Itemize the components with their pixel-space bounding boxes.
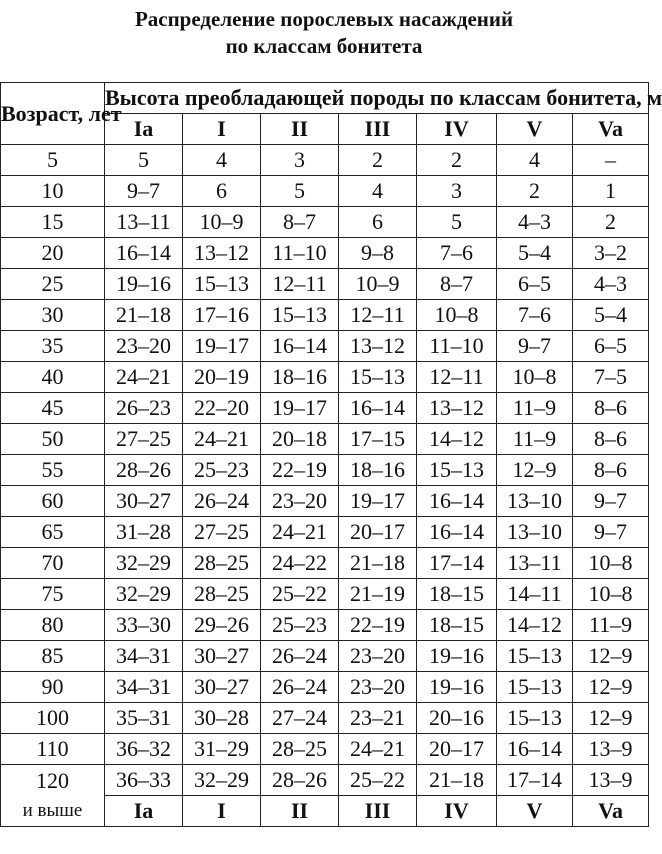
height-cell: 3–2 bbox=[573, 238, 649, 269]
height-cell: 12–9 bbox=[497, 455, 573, 486]
height-cell: 23–21 bbox=[339, 703, 417, 734]
height-cell: 1 bbox=[573, 176, 649, 207]
height-cell: 6 bbox=[183, 176, 261, 207]
height-cell: 17–16 bbox=[183, 300, 261, 331]
height-cell: 24–21 bbox=[339, 734, 417, 765]
height-cell: 9–7 bbox=[497, 331, 573, 362]
age-cell: 75 bbox=[1, 579, 105, 610]
table-row bbox=[1, 641, 649, 672]
height-cell: 36–32 bbox=[105, 734, 183, 765]
height-cell: 13–12 bbox=[339, 331, 417, 362]
bonitet-table bbox=[0, 82, 662, 827]
height-cell: 8–6 bbox=[573, 393, 649, 424]
height-cell: 12–9 bbox=[573, 641, 649, 672]
height-cell: 16–14 bbox=[497, 734, 573, 765]
age-cell: 70 bbox=[1, 548, 105, 579]
class-footer-4: IV bbox=[417, 796, 497, 827]
table-row bbox=[1, 610, 649, 641]
height-cell: 23–20 bbox=[261, 486, 339, 517]
height-cell: 10–8 bbox=[573, 548, 649, 579]
height-cell: 15–13 bbox=[497, 672, 573, 703]
header-row-1 bbox=[1, 83, 649, 114]
height-cell: 10–9 bbox=[339, 269, 417, 300]
age-cell: 30 bbox=[1, 300, 105, 331]
height-cell: 9–7 bbox=[105, 176, 183, 207]
height-cell: 11–9 bbox=[497, 424, 573, 455]
age-cell: 90 bbox=[1, 672, 105, 703]
table-row bbox=[1, 424, 649, 455]
height-cell: 28–25 bbox=[183, 548, 261, 579]
class-header-0: Ia bbox=[105, 114, 183, 145]
height-cell: 25–23 bbox=[261, 610, 339, 641]
height-cell: 28–26 bbox=[105, 455, 183, 486]
table-body bbox=[1, 145, 649, 827]
height-cell: 20–16 bbox=[417, 703, 497, 734]
age-cell: 45 bbox=[1, 393, 105, 424]
height-cell: 33–30 bbox=[105, 610, 183, 641]
height-cell: 10–9 bbox=[183, 207, 261, 238]
height-cell: 26–24 bbox=[261, 672, 339, 703]
height-cell: 27–25 bbox=[105, 424, 183, 455]
height-cell: 16–14 bbox=[261, 331, 339, 362]
height-cell: 31–29 bbox=[183, 734, 261, 765]
height-cell: 9–8 bbox=[339, 238, 417, 269]
height-cell: 20–19 bbox=[183, 362, 261, 393]
height-cell: 4–3 bbox=[497, 207, 573, 238]
height-cell: 11–9 bbox=[497, 393, 573, 424]
age-cell-last bbox=[1, 765, 105, 827]
height-cell: 12–11 bbox=[261, 269, 339, 300]
height-cell: 9–7 bbox=[573, 517, 649, 548]
table-row bbox=[1, 362, 649, 393]
height-cell: 5 bbox=[105, 145, 183, 176]
height-cell: 16–14 bbox=[339, 393, 417, 424]
height-cell: 17–15 bbox=[339, 424, 417, 455]
title-line-1: Распределение порослевых насаждений bbox=[134, 7, 514, 31]
class-header-5: V bbox=[497, 114, 573, 145]
height-cell: 18–16 bbox=[339, 455, 417, 486]
height-cell: 25–22 bbox=[339, 765, 417, 796]
height-cell: 19–17 bbox=[261, 393, 339, 424]
height-cell: 8–7 bbox=[261, 207, 339, 238]
height-cell: 15–13 bbox=[339, 362, 417, 393]
height-cell: 18–15 bbox=[417, 579, 497, 610]
height-cell: 35–31 bbox=[105, 703, 183, 734]
height-cell: 13–10 bbox=[497, 486, 573, 517]
height-cell: 23–20 bbox=[339, 672, 417, 703]
height-cell: 2 bbox=[417, 145, 497, 176]
height-group-header: Высота преобладающей породы по классам бонитета, м bbox=[105, 83, 649, 114]
height-cell: 12–9 bbox=[573, 703, 649, 734]
height-cell: 23–20 bbox=[105, 331, 183, 362]
height-cell: 10–8 bbox=[573, 579, 649, 610]
height-cell: 11–10 bbox=[261, 238, 339, 269]
height-cell: 13–11 bbox=[497, 548, 573, 579]
height-cell: 19–16 bbox=[417, 672, 497, 703]
height-cell: 21–19 bbox=[339, 579, 417, 610]
table-row bbox=[1, 269, 649, 300]
height-cell: 24–22 bbox=[261, 548, 339, 579]
class-footer-6: Va bbox=[573, 796, 649, 827]
height-cell: 26–24 bbox=[261, 641, 339, 672]
height-cell: 28–25 bbox=[183, 579, 261, 610]
height-cell: 19–17 bbox=[183, 331, 261, 362]
table-row bbox=[1, 486, 649, 517]
height-cell: 7–5 bbox=[573, 362, 649, 393]
class-header-2: II bbox=[261, 114, 339, 145]
height-cell: 5–4 bbox=[573, 300, 649, 331]
height-cell: 13–10 bbox=[497, 517, 573, 548]
height-cell: 15–13 bbox=[497, 703, 573, 734]
height-cell: 28–26 bbox=[261, 765, 339, 796]
height-cell: 30–27 bbox=[183, 672, 261, 703]
height-cell: 8–6 bbox=[573, 424, 649, 455]
class-header-1: I bbox=[183, 114, 261, 145]
height-cell: 15–13 bbox=[497, 641, 573, 672]
height-cell: 24–21 bbox=[105, 362, 183, 393]
height-cell: 14–12 bbox=[497, 610, 573, 641]
age-cell: 35 bbox=[1, 331, 105, 362]
age-cell: 5 bbox=[1, 145, 105, 176]
height-cell: 7–6 bbox=[417, 238, 497, 269]
class-footer-3: III bbox=[339, 796, 417, 827]
class-footer-1: I bbox=[183, 796, 261, 827]
table-row bbox=[1, 238, 649, 269]
table-row-last bbox=[1, 765, 649, 796]
title-line-2: по классам бонитета bbox=[225, 34, 423, 58]
height-cell: 20–18 bbox=[261, 424, 339, 455]
height-cell: 21–18 bbox=[339, 548, 417, 579]
height-cell: 22–19 bbox=[261, 455, 339, 486]
height-cell: 34–31 bbox=[105, 641, 183, 672]
height-cell: 13–9 bbox=[573, 765, 649, 796]
height-cell: 6–5 bbox=[497, 269, 573, 300]
height-cell: 16–14 bbox=[105, 238, 183, 269]
height-cell: 5–4 bbox=[497, 238, 573, 269]
height-cell: 11–10 bbox=[417, 331, 497, 362]
table-row bbox=[1, 145, 649, 176]
height-cell: 12–11 bbox=[339, 300, 417, 331]
class-footer-0: Ia bbox=[105, 796, 183, 827]
height-cell: 13–12 bbox=[417, 393, 497, 424]
height-cell: 24–21 bbox=[183, 424, 261, 455]
height-cell: 13–12 bbox=[183, 238, 261, 269]
height-cell: 15–13 bbox=[183, 269, 261, 300]
height-cell: 32–29 bbox=[105, 579, 183, 610]
height-cell: 32–29 bbox=[183, 765, 261, 796]
age-cell: 100 bbox=[1, 703, 105, 734]
height-cell: 3 bbox=[261, 145, 339, 176]
height-cell: 26–24 bbox=[183, 486, 261, 517]
age-cell: 85 bbox=[1, 641, 105, 672]
height-cell: 28–25 bbox=[261, 734, 339, 765]
age-cell: 20 bbox=[1, 238, 105, 269]
height-cell: 30–27 bbox=[105, 486, 183, 517]
height-cell: 27–24 bbox=[261, 703, 339, 734]
class-footer-5: V bbox=[497, 796, 573, 827]
table-row bbox=[1, 672, 649, 703]
height-cell: 4 bbox=[183, 145, 261, 176]
height-cell: 27–25 bbox=[183, 517, 261, 548]
age-last-line-2: и выше bbox=[22, 799, 83, 821]
height-cell: 2 bbox=[497, 176, 573, 207]
height-cell: 8–6 bbox=[573, 455, 649, 486]
height-cell: 2 bbox=[573, 207, 649, 238]
height-cell: 21–18 bbox=[417, 765, 497, 796]
height-cell: 13–9 bbox=[573, 734, 649, 765]
age-cell: 15 bbox=[1, 207, 105, 238]
height-cell: 14–11 bbox=[497, 579, 573, 610]
height-cell: 5 bbox=[417, 207, 497, 238]
height-cell: 8–7 bbox=[417, 269, 497, 300]
class-header-4: IV bbox=[417, 114, 497, 145]
height-cell: 22–20 bbox=[183, 393, 261, 424]
age-cell: 80 bbox=[1, 610, 105, 641]
height-cell: 12–9 bbox=[573, 672, 649, 703]
page-title bbox=[0, 0, 648, 64]
height-cell: 19–16 bbox=[105, 269, 183, 300]
table-row bbox=[1, 703, 649, 734]
height-cell: 21–18 bbox=[105, 300, 183, 331]
age-cell: 50 bbox=[1, 424, 105, 455]
height-cell: 14–12 bbox=[417, 424, 497, 455]
age-cell: 25 bbox=[1, 269, 105, 300]
height-cell: 3 bbox=[417, 176, 497, 207]
table-row bbox=[1, 734, 649, 765]
height-cell: 34–31 bbox=[105, 672, 183, 703]
height-cell: 18–15 bbox=[417, 610, 497, 641]
height-cell: 4 bbox=[339, 176, 417, 207]
height-cell: 30–28 bbox=[183, 703, 261, 734]
age-cell: 110 bbox=[1, 734, 105, 765]
height-cell: 6 bbox=[339, 207, 417, 238]
table-row bbox=[1, 207, 649, 238]
height-cell: 17–14 bbox=[417, 548, 497, 579]
height-cell: 10–8 bbox=[417, 300, 497, 331]
age-cell: 40 bbox=[1, 362, 105, 393]
table-row bbox=[1, 176, 649, 207]
table-row bbox=[1, 548, 649, 579]
age-cell: 10 bbox=[1, 176, 105, 207]
height-cell: 31–28 bbox=[105, 517, 183, 548]
height-cell: 36–33 bbox=[105, 765, 183, 796]
height-cell: 29–26 bbox=[183, 610, 261, 641]
height-cell: 26–23 bbox=[105, 393, 183, 424]
height-cell: 7–6 bbox=[497, 300, 573, 331]
height-cell: 22–19 bbox=[339, 610, 417, 641]
height-cell: 24–21 bbox=[261, 517, 339, 548]
table-row bbox=[1, 331, 649, 362]
table-row bbox=[1, 517, 649, 548]
height-cell: 4 bbox=[497, 145, 573, 176]
height-cell: 6–5 bbox=[573, 331, 649, 362]
height-cell: 32–29 bbox=[105, 548, 183, 579]
height-cell: 19–16 bbox=[417, 641, 497, 672]
height-cell: 12–11 bbox=[417, 362, 497, 393]
height-cell: 15–13 bbox=[261, 300, 339, 331]
height-cell: 16–14 bbox=[417, 486, 497, 517]
table-row bbox=[1, 393, 649, 424]
height-cell: – bbox=[573, 145, 649, 176]
age-last-line-1: 120 bbox=[36, 767, 69, 793]
height-cell: 9–7 bbox=[573, 486, 649, 517]
height-cell: 23–20 bbox=[339, 641, 417, 672]
height-cell: 25–22 bbox=[261, 579, 339, 610]
height-cell: 20–17 bbox=[417, 734, 497, 765]
height-cell: 5 bbox=[261, 176, 339, 207]
height-cell: 15–13 bbox=[417, 455, 497, 486]
class-header-3: III bbox=[339, 114, 417, 145]
age-cell: 65 bbox=[1, 517, 105, 548]
height-cell: 10–8 bbox=[497, 362, 573, 393]
height-cell: 16–14 bbox=[417, 517, 497, 548]
table-row bbox=[1, 579, 649, 610]
height-cell: 13–11 bbox=[105, 207, 183, 238]
height-cell: 30–27 bbox=[183, 641, 261, 672]
height-cell: 18–16 bbox=[261, 362, 339, 393]
height-cell: 20–17 bbox=[339, 517, 417, 548]
class-footer-2: II bbox=[261, 796, 339, 827]
height-cell: 17–14 bbox=[497, 765, 573, 796]
height-cell: 4–3 bbox=[573, 269, 649, 300]
age-header: Возраст, лет bbox=[1, 83, 105, 145]
height-cell: 2 bbox=[339, 145, 417, 176]
height-cell: 11–9 bbox=[573, 610, 649, 641]
age-cell: 60 bbox=[1, 486, 105, 517]
height-cell: 25–23 bbox=[183, 455, 261, 486]
class-header-6: Va bbox=[573, 114, 649, 145]
table-row bbox=[1, 300, 649, 331]
age-cell: 55 bbox=[1, 455, 105, 486]
table-row bbox=[1, 455, 649, 486]
height-cell: 19–17 bbox=[339, 486, 417, 517]
